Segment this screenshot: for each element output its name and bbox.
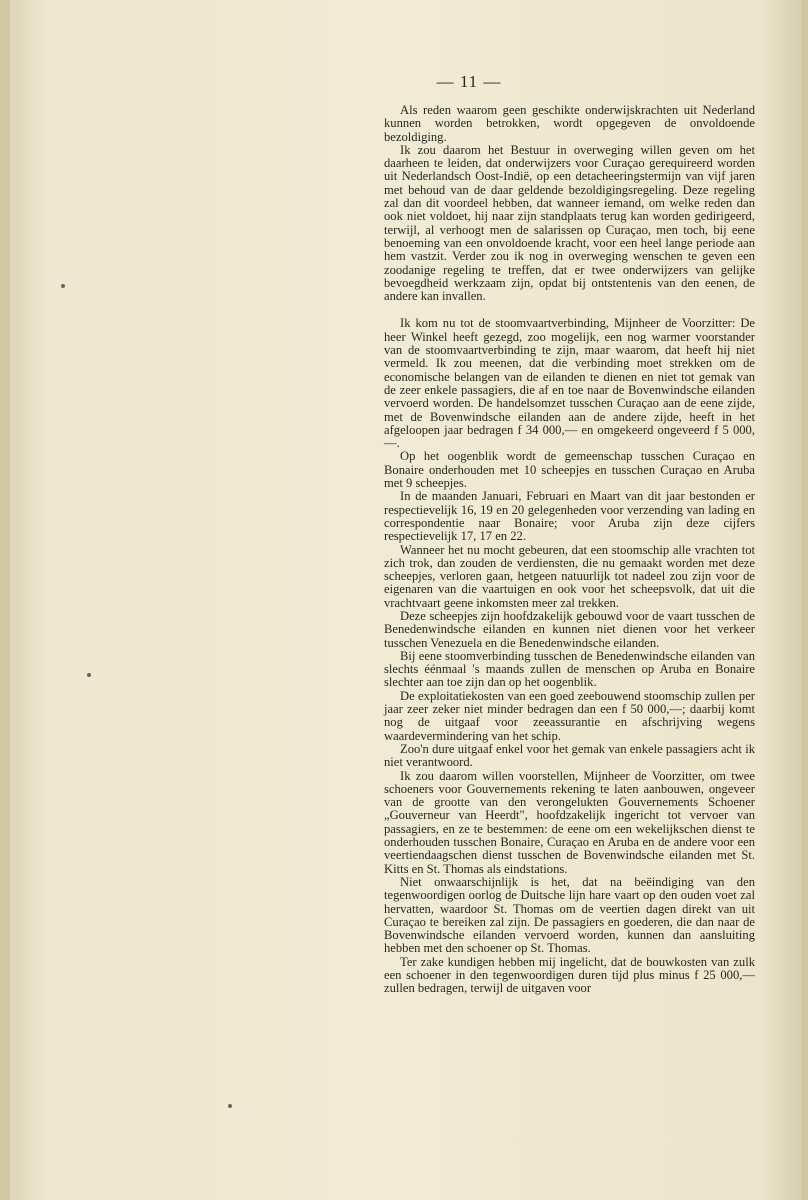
body-text xyxy=(384,104,755,996)
ink-speck xyxy=(61,284,65,288)
paragraph: Zoo'n dure uitgaaf enkel voor het gemak van enkele passagiers acht ik niet verantwoord. xyxy=(384,741,755,770)
paragraph: In de maanden Januari, Februari en Maart van dit jaar bestonden er respectievelijk 16, 19 en 20 gelegenheden voor verzending van lading en correspondentie naar Bonaire; voor Aruba zijn deze cijfers respectievelijk 17, 17 en 22. xyxy=(384,489,755,544)
page-right-edge xyxy=(802,0,808,1200)
paragraph: Wanneer het nu mocht gebeuren, dat een stoomschip alle vrachten tot zich trok, dan zouden de verdiensten, die nu gemaakt worden met deze scheepjes, verloren gaan, hetgeen natuurlijk tot nadeel zou zijn voor de eigenaren van die vaartuigen en ook voor het scheepsvolk, dat uit die vrachtvaart geene inkomsten meer zal trekken. xyxy=(384,542,755,610)
paragraph: Ik zou daarom het Bestuur in overweging willen geven om het daarheen te leiden, dat onderwijzers voor Curaçao gerequireerd worden uit Nederlandsch Oost-Indië, op een detacheeringstermijn van vijf jaren met behoud van de daar geldende bezoldigingsregeling. Deze regeling zal dan dit voordeel hebben, dat wanneer iemand, om welke reden dan ook niet voldoet, hij naar zijn standplaats terug kan worden gedirigeerd, terwijl, al verhoogt men de salarissen op Curaçao, men toch, bij eene benoeming van een onvoldoende kracht, voor een heel lange periode aan hem vastzit. Verder zou ik nog in overweging wenschen te geven een zoodanige regeling te treffen, dat er twee onderwijzers van gelijke bevoegdheid werkzaam zijn, opdat bij ontstentenis van den eenen, de andere kan invallen. xyxy=(384,142,755,304)
paragraph: Ik zou daarom willen voorstellen, Mijnheer de Voorzitter, om twee schoeners voor Gouvernements rekening te laten aanbouwen, ongeveer van de grootte van den verongelukten Gouvernements Schoener „Gouverneur van Heerdt", hoofdzakelijk ingericht tot vervoer van passagiers, en ze te bestemmen: de eene om een wekelijkschen dienst te onderhouden tusschen Bonaire, Curaçao en Aruba en de andere voor een veertiendaagschen dienst tusschen de Bovenwindsche eilanden met St. Kitts en St. Thomas als eindstations. xyxy=(384,768,755,876)
paragraph: Als reden waarom geen geschikte onderwijskrachten uit Nederland kunnen worden betrokken, wordt opgegeven de onvoldoende bezoldiging. xyxy=(384,103,755,144)
paragraph: Ter zake kundigen hebben mij ingelicht, dat de bouwkosten van zulk een schoener in den tegenwoordigen duren tijd plus minus f 25 000,— zullen bedragen, terwijl de uitgaven voor xyxy=(384,954,755,996)
paragraph: De exploitatiekosten van een goed zeebouwend stoomschip zullen per jaar zeer zeker niet minder bedragen dan een f 50 000,—; daarbij komt nog de uitgaaf voor zeeassurantie en afschrijving wegens waardevermindering van het schip. xyxy=(384,688,755,743)
ink-speck xyxy=(228,1104,232,1108)
page-left-edge xyxy=(0,0,10,1200)
ink-speck xyxy=(87,673,91,677)
paragraph: Op het oogenblik wordt de gemeenschap tusschen Curaçao en Bonaire onderhouden met 10 scheepjes en tusschen Curaçao en Aruba met 9 scheepjes. xyxy=(384,449,755,491)
paragraph: Niet onwaarschijnlijk is het, dat na beëindiging van den tegenwoordigen oorlog de Duitsche lijn hare vaart op den ouden voet zal hervatten, waardoor St. Thomas om de veertien dagen direkt van uit Curaçao te bereiken zal zijn. De passagiers en goederen, die dan naar de Bovenwindsche eilanden vervoerd worden, kunnen dan aansluiting hebben met den schoener op St. Thomas. xyxy=(384,874,755,956)
paragraph: Bij eene stoomverbinding tusschen de Benedenwindsche eilanden van slechts éénmaal 's maands zullen de menschen op Aruba en Bonaire slechter aan toe zijn dan op het oogenblik. xyxy=(384,648,755,690)
page-number: — 11 — xyxy=(436,72,502,91)
paragraph: Ik kom nu tot de stoomvaartverbinding, Mijnheer de Voorzitter: De heer Winkel heeft gezegd, zoo mogelijk, een nog warmer voorstander van de stoomvaartverbinding te zijn, maar waarom, dat heeft hij niet vermeld. Ik zou meenen, dat die verbinding moet strekken om de economische belangen van de eilanden te dienen en niet tot gemak van de zeer enkele passagiers, die af en toe naar de Bovenwindsche eilanden vervoerd worden. De handelsomzet tusschen Curaçao aan de eene zijde, met de Bovenwindsche eilanden aan de andere zijde, heeft in het afgeloopen jaar bedragen f 34 000,— en omgekeerd ongeveerd f 5 000,—. xyxy=(384,316,755,451)
paragraph: Deze scheepjes zijn hoofdzakelijk gebouwd voor de vaart tusschen de Benedenwindsche eilanden en kunnen niet dienen voor het verkeer tusschen Venezuela en die Benedenwindsche eilanden. xyxy=(384,608,755,650)
